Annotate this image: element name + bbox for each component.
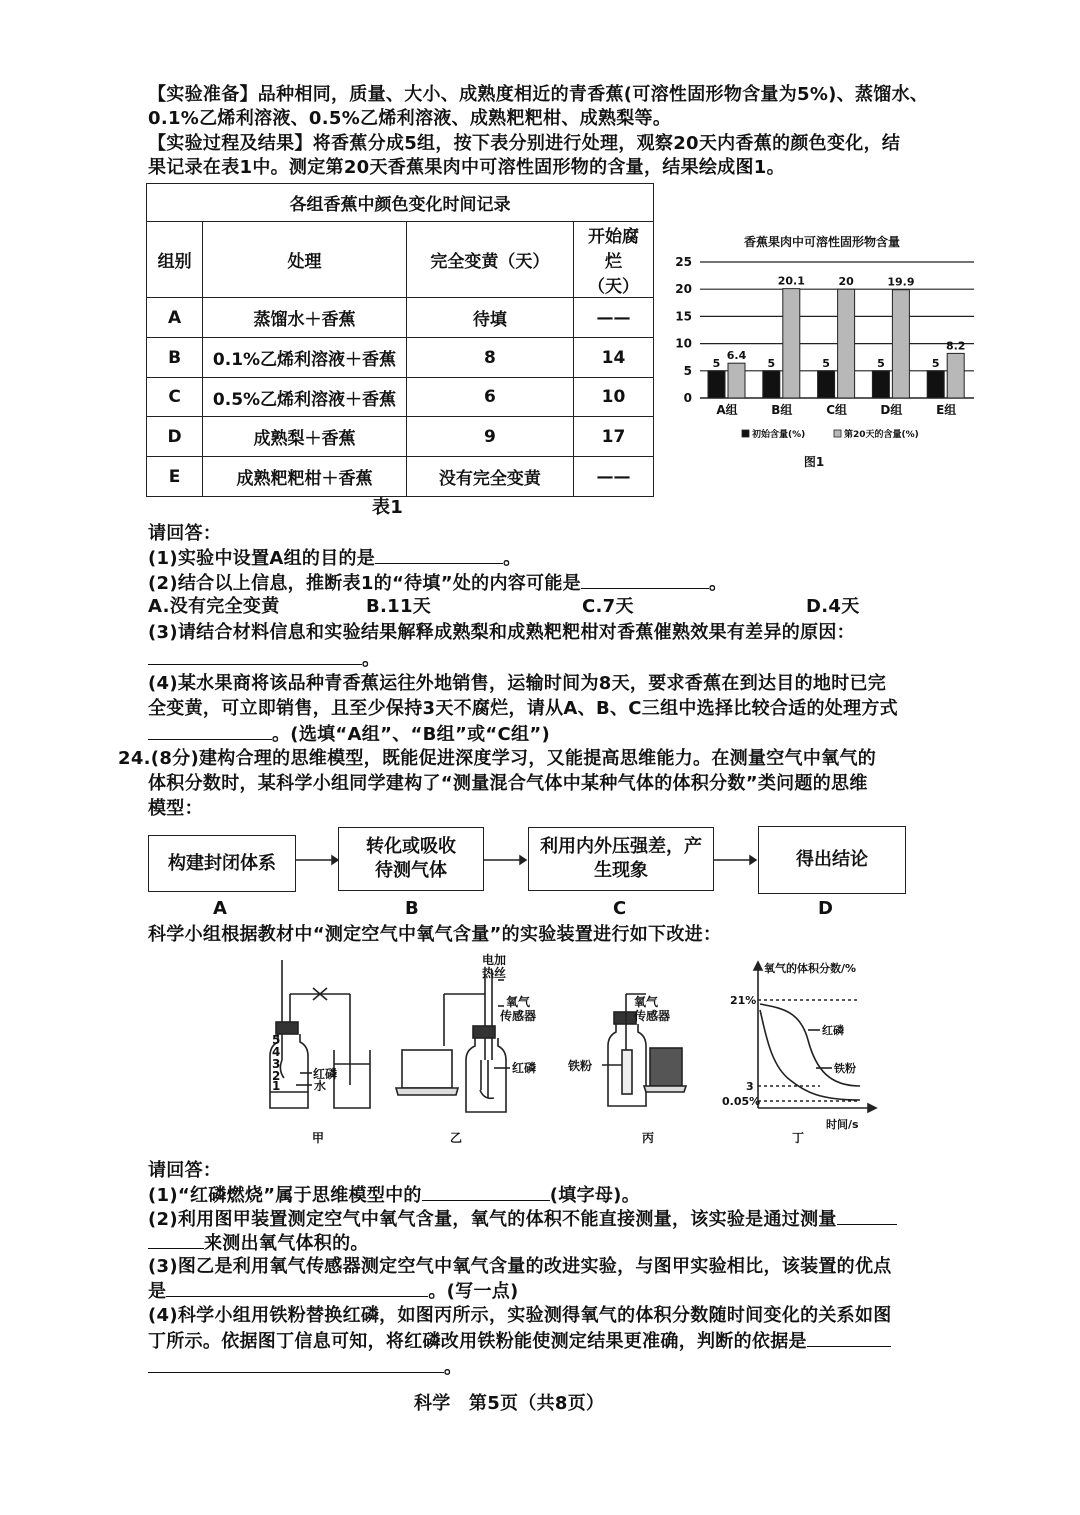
table-header: 开始腐烂（天）	[574, 222, 654, 298]
ding-ylabel: 氧气的体积分数/%	[764, 962, 857, 975]
chart-caption: 图1	[803, 455, 825, 469]
q23-3-answer	[148, 648, 380, 671]
table-cell: 14	[574, 338, 654, 378]
yi-sensor: 氧气	[506, 995, 531, 1009]
q23-4-end: 。(选填“A组”、“B组”或“C组”)	[272, 724, 550, 745]
table-cell: 6	[406, 378, 573, 417]
table-caption: 表1	[372, 497, 404, 518]
table-cell: A	[147, 298, 203, 338]
q23-1	[148, 547, 521, 570]
color-change-table	[146, 183, 654, 497]
q24-4-line-3	[148, 1356, 462, 1379]
jia-mark: 1	[272, 1079, 281, 1093]
answer-blank[interactable]	[422, 1184, 550, 1201]
bar-value-label: 19.9	[887, 275, 915, 289]
table-cell: ——	[574, 457, 654, 497]
x-tick-label: A组	[716, 403, 738, 417]
table-cell: 没有完全变黄	[406, 457, 573, 497]
jia-label: 甲	[312, 1131, 325, 1145]
table-cell: 10	[574, 378, 654, 417]
legend-swatch	[834, 430, 841, 437]
q23-4-line-3	[148, 723, 550, 746]
q24-ask: 请回答：	[148, 1160, 222, 1181]
q24-line-1: 24.(8分)建构合理的思维模型，既能促进深度学习，又能提高思维能力。在测量空气中氧气的	[118, 748, 877, 769]
y-tick-label: 5	[683, 363, 692, 378]
fig-ding	[754, 962, 876, 1112]
y-tick-label: 10	[675, 336, 692, 351]
bar-value-label: 5	[822, 356, 830, 370]
jia-mark: 3	[272, 1057, 281, 1071]
chart-title: 香蕉果肉中可溶性固形物含量	[743, 235, 901, 249]
table-cell: 0.5%乙烯利溶液＋香蕉	[203, 378, 407, 417]
jia-water: 水	[314, 1079, 327, 1093]
bar-day20	[783, 289, 800, 398]
table-cell: ——	[574, 298, 654, 338]
intro-line-2: 0.1%乙烯利溶液、0.5%乙烯利溶液、成熟粑粑柑、成熟梨等。	[148, 108, 672, 129]
option-d: D.4天	[806, 596, 860, 617]
bar-value-label: 8.2	[945, 339, 966, 353]
intro-line-4: 果记录在表1中。测定第20天香蕉果肉中可溶性固形物的含量，结果绘成图1。	[148, 157, 785, 178]
answer-blank[interactable]	[148, 1356, 444, 1373]
q24-line-2: 体积分数时，某科学小组同学建构了“测量混合气体中某种气体的体积分数”类问题的思维	[148, 773, 868, 794]
intro-line-3: 【实验过程及结果】将香蕉分成5组，按下表分别进行处理，观察20天内香蕉的颜色变化，结	[148, 133, 901, 154]
answer-blank[interactable]	[837, 1208, 897, 1225]
jia-mark: 5	[272, 1033, 281, 1047]
q24-2-text: (2)利用图甲装置测定空气中氧气含量，氧气的体积不能直接测量，该实验是通过测量	[148, 1209, 837, 1230]
table-cell: 待填	[406, 298, 573, 338]
bar-initial	[763, 371, 780, 398]
bing-sensor: 传感器	[634, 1009, 671, 1023]
yi-heater: 热丝	[482, 966, 507, 980]
q23-1-end: 。	[503, 548, 522, 569]
table-cell: 成熟梨＋香蕉	[203, 417, 407, 457]
answer-blank[interactable]	[375, 547, 503, 564]
legend-swatch	[742, 430, 749, 437]
legend-label: 第20天的含量(%)	[844, 430, 919, 440]
jia-mark: 4	[272, 1045, 281, 1059]
q23-ask: 请回答：	[148, 523, 222, 544]
bar-day20	[892, 290, 909, 398]
y-tick-label: 15	[675, 309, 692, 324]
q24-4-line-2	[148, 1330, 891, 1353]
q24-4-text: 丁所示。依据图丁信息可知，将红磷改用铁粉能使测定结果更准确，判断的依据是	[148, 1331, 807, 1352]
bar-initial	[708, 371, 725, 398]
option-b: B.11天	[366, 596, 432, 617]
option-c: C.7天	[582, 596, 634, 617]
bing-label: 丙	[642, 1131, 655, 1145]
yi-sensor: 传感器	[500, 1009, 537, 1023]
bar-day20	[728, 363, 745, 398]
jia-mark: 2	[272, 1069, 281, 1083]
q23-3-end: 。	[362, 649, 381, 670]
flow-letter-a: A	[213, 898, 227, 919]
x-tick-label: B组	[771, 403, 793, 417]
q23-4-line-1: (4)某水果商将该品种青香蕉运往外地销售，运输时间为8天，要求香蕉在到达目的地时已完	[148, 673, 887, 694]
bar-value-label: 20.1	[777, 274, 805, 288]
q24-4-end: 。	[444, 1357, 463, 1378]
table-cell: 8	[406, 338, 573, 378]
q24-line-4: 科学小组根据教材中“测定空气中氧气含量”的实验装置进行如下改进：	[148, 924, 722, 945]
answer-blank[interactable]	[148, 648, 362, 665]
q24-2-end: 来测出氧气体积的。	[204, 1233, 369, 1254]
table-row	[147, 298, 654, 338]
bar-initial	[872, 371, 889, 398]
y-tick-label: 20	[675, 282, 692, 297]
ding-y005: 0.05%	[722, 1095, 761, 1108]
table-cell: 9	[406, 417, 573, 457]
bar-value-label: 5	[712, 356, 721, 370]
table-header: 处理	[203, 222, 407, 298]
bar-initial	[818, 371, 835, 398]
bar-value-label: 5	[931, 356, 940, 370]
q23-2-end: 。	[708, 573, 728, 594]
table-title: 各组香蕉中颜色变化时间记录	[147, 184, 654, 222]
bar-day20	[947, 353, 964, 398]
bar-value-label: 5	[877, 356, 885, 370]
answer-blank[interactable]	[807, 1330, 891, 1347]
flow-letter-c: C	[613, 898, 627, 919]
table-row	[147, 457, 654, 497]
x-tick-label: E组	[936, 403, 957, 417]
bar-value-label: 6.4	[726, 349, 747, 363]
legend-label: 初始含量(%)	[752, 430, 806, 440]
x-tick-label: D组	[880, 403, 903, 417]
table-cell: D	[147, 417, 203, 457]
table-row	[147, 417, 654, 457]
q24-3-line-1: (3)图乙是利用氧气传感器测定空气中氧气含量的改进实验，与图甲实验相比，该装置的优点	[148, 1256, 892, 1277]
jia-red-p: 红磷	[313, 1067, 338, 1081]
flow-arrows	[294, 845, 764, 875]
flow-step-c: 利用内外压强差，产生现象	[528, 827, 714, 891]
q23-4-line-2: 全变黄，可立即销售，且至少保持3天不腐烂，请从A、B、C三组中选择比较合适的处理方式	[148, 698, 898, 719]
q24-2-line-1	[148, 1208, 897, 1231]
ding-label: 丁	[792, 1131, 805, 1145]
y-tick-label: 25	[675, 255, 692, 269]
q24-1	[148, 1184, 640, 1207]
bing-iron: 铁粉	[568, 1059, 593, 1073]
flow-letter-d: D	[818, 898, 833, 919]
page-footer: 科学 第5页（共8页）	[414, 1393, 605, 1414]
bar-value-label: 20	[838, 275, 854, 289]
table-header: 完全变黄（天）	[406, 222, 573, 298]
intro-line-1: 【实验准备】品种相同，质量、大小、成熟度相近的青香蕉(可溶性固形物含量为5%)、蒸馏水、	[148, 84, 929, 105]
fig-yi	[396, 970, 510, 1112]
table-cell: 蒸馏水＋香蕉	[203, 298, 407, 338]
bar-day20	[838, 289, 855, 398]
table-cell: B	[147, 338, 203, 378]
option-a: A.没有完全变黄	[148, 596, 280, 617]
flow-letter-b: B	[405, 898, 419, 919]
table-cell: E	[147, 457, 203, 497]
answer-blank[interactable]	[581, 572, 709, 589]
q24-3-start: 是	[148, 1281, 167, 1302]
table-cell: 0.1%乙烯利溶液＋香蕉	[203, 338, 407, 378]
bing-sensor: 氧气	[634, 995, 659, 1009]
flow-step-b: 转化或吸收待测气体	[338, 827, 484, 891]
ding-xlabel: 时间/s	[826, 1118, 859, 1131]
bar-initial	[927, 371, 944, 398]
ding-curve-fe: 铁粉	[834, 1062, 856, 1075]
yi-label: 乙	[450, 1131, 463, 1145]
x-tick-label: C组	[826, 403, 848, 417]
q24-2-line-2	[148, 1232, 369, 1255]
q23-2	[148, 572, 727, 595]
flow-step-a: 构建封闭体系	[148, 835, 296, 892]
answer-blank[interactable]	[148, 723, 272, 740]
q24-1-text: (1)“红磷燃烧”属于思维模型中的	[148, 1185, 422, 1206]
yi-heater: 电加	[482, 953, 507, 967]
yi-red-p: 红磷	[512, 1061, 537, 1075]
ding-y3: 3	[746, 1080, 754, 1093]
q23-3: (3)请结合材料信息和实验结果解释成熟梨和成熟粑粑柑对香蕉催熟效果有差异的原因：	[148, 622, 855, 643]
table-cell: 成熟粑粑柑＋香蕉	[203, 457, 407, 497]
bar-value-label: 5	[767, 356, 776, 370]
y-tick-label: 0	[683, 391, 692, 405]
q24-3-end: 。(写一点)	[428, 1281, 519, 1302]
q24-line-3: 模型：	[148, 798, 203, 819]
flow-step-d: 得出结论	[758, 826, 906, 894]
q24-1-end: (填字母)。	[549, 1185, 641, 1206]
answer-blank[interactable]	[166, 1280, 428, 1297]
ding-curve-p: 红磷	[822, 1024, 844, 1037]
table-row	[147, 338, 654, 378]
table-header: 组别	[147, 222, 203, 298]
table-row	[147, 378, 654, 417]
q23-2-text: (2)结合以上信息，推断表1的“待填”处的内容可能是	[148, 573, 581, 594]
apparatus-figures	[260, 950, 880, 1155]
soluble-solids-chart	[662, 228, 982, 478]
q23-1-text: (1)实验中设置A组的目的是	[148, 548, 376, 569]
table-cell: C	[147, 378, 203, 417]
q24-3-line-2	[148, 1280, 519, 1303]
answer-blank[interactable]	[148, 1232, 204, 1249]
q24-4-line-1: (4)科学小组用铁粉替换红磷，如图丙所示，实验测得氧气的体积分数随时间变化的关系如图	[148, 1305, 892, 1326]
ding-y21: 21%	[730, 994, 757, 1007]
table-cell: 17	[574, 417, 654, 457]
